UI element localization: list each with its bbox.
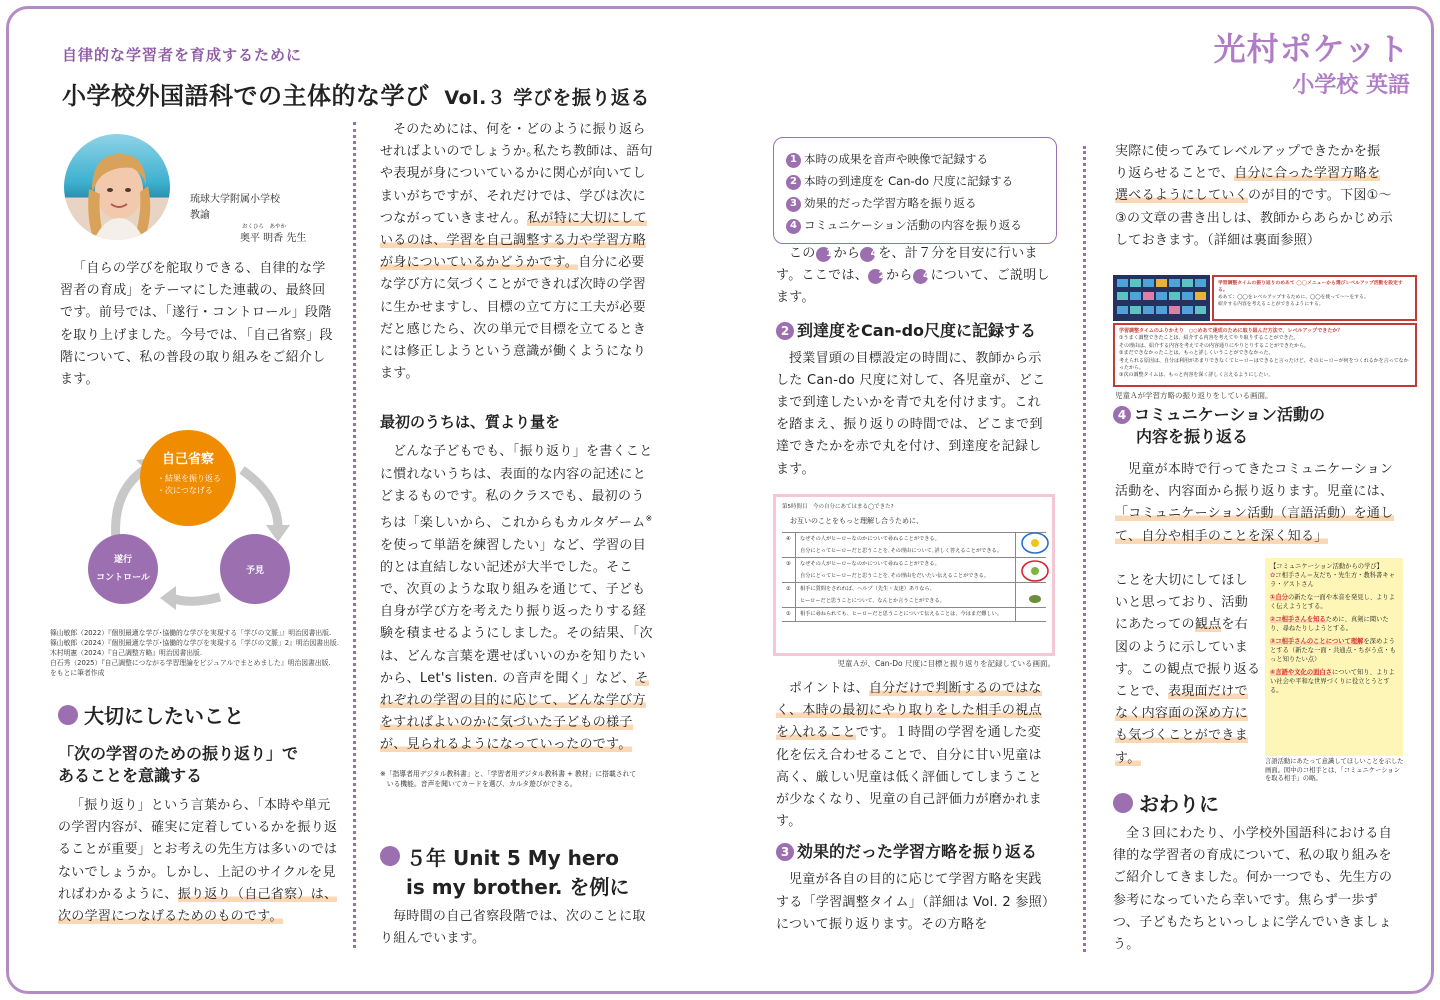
- reflection-box-lines: [1119, 335, 1411, 379]
- activity-text: コミュニケーション活動の内容を振り返る: [804, 218, 1022, 232]
- cycle-node-label: 自己省察: [161, 452, 214, 467]
- header-kicker: 自律的な学習者を育成するために: [62, 46, 303, 64]
- section-heading-unit5: [380, 842, 656, 900]
- highlighted-text: 振り返り（自己省察）は、次の学習につなげるためのものです。: [58, 886, 338, 925]
- col4-paragraph-2-top: [1115, 459, 1397, 548]
- step-2-paragraph: 授業冒頭の目標設定の時間に、教師から示した Can-do 尺度に対して、各児童が、どこまで到達したいかを青で丸を付けます。これを踏まえ、振り返りの時間では、どこまで到達できたかを赤で丸を付け、到達度を記録します。: [776, 350, 1046, 477]
- number-4-icon: 4: [913, 269, 928, 284]
- reference-item: 白石秀（2025）『自己調整につながる学習理論をビジュアルでまとめました』明治図書出版.: [50, 659, 331, 667]
- worksheet-header: 第5時間目 今の自分にあてはまる◯できた?: [782, 504, 894, 510]
- viewpoint-key: ①自分: [1270, 594, 1288, 601]
- paragraph-text: 児童が本時で行ってきたコミュニケーション活動を、内容面から振り返ります。児童には、: [1115, 462, 1394, 500]
- activity-list-item: [786, 192, 1056, 214]
- paragraph-text: ことを大切にしてほしいと思っており、活動にあたっての: [1115, 573, 1249, 633]
- number-3-icon: 3: [776, 843, 794, 861]
- column-1: [60, 130, 338, 391]
- activity-list-item: [786, 170, 1056, 192]
- worksheet-table: [782, 532, 1046, 622]
- viewpoints-title: 【コミュニケーション活動からの学び】: [1270, 563, 1383, 570]
- highlighted-text: それぞれの学習の目的に応じて、どんな学び方をすればよいのかに気づいた子どもの様子が、見られるようになっていったのです。: [380, 670, 649, 753]
- heading-text: 到達度をCan-do尺度に記録する: [797, 320, 1037, 340]
- page-title-vol: Vol.３ 学びを振り返る: [444, 87, 650, 109]
- worksheet-circle-marks: [1018, 531, 1052, 615]
- paragraph-text: を、計７分を目安に行います。ここでは、: [776, 246, 1038, 284]
- highlighted-text: 観点: [1194, 617, 1222, 633]
- highlighted-text: 「コミュニケーション活動（言語活動）を通して、自分や相手のことを深く知る」: [1115, 506, 1394, 544]
- worksheet-descriptor: [796, 608, 1016, 621]
- viewpoint-item: [1270, 637, 1398, 664]
- viewpoint-item: [1270, 593, 1398, 611]
- worksheet-text: 相手に質問をされれば、ヘルプ（先生・友達）ありなら、: [800, 586, 935, 592]
- reflection-line: 考えられる原因は、自分は利用があまりできなくてヒーローはできると言ったけど、そのヒーローが何をつくれるかを言ってなかったから。: [1119, 357, 1409, 372]
- number-1-icon: 1: [816, 247, 831, 262]
- bullet-dot-icon: [1113, 793, 1133, 813]
- paragraph-text: 実際に使ってみてレベルアップできたかを振り返らせることで、: [1115, 144, 1381, 182]
- cycle-note: ・結果を振り返る: [157, 474, 221, 483]
- conclusion-section: [1113, 788, 1395, 956]
- column-divider: [1083, 146, 1086, 952]
- col4-paragraph-2-cont: [1115, 570, 1261, 770]
- column-1-lower: [58, 700, 338, 928]
- col2-section: [380, 842, 656, 950]
- highlighted-text: 表現面だけでなく内容面の深め方にも気づくことができます。: [1115, 684, 1249, 766]
- viewpoint-key: ④言語や文化の面白さ: [1270, 669, 1333, 676]
- worksheet-text: 相手に尋ねられても、ヒーローだと思うことについて伝えることは、今はまだ難しい。: [800, 611, 1003, 617]
- cycle-node-forethought: 予見: [220, 534, 290, 604]
- heading-step-4: [1113, 404, 1403, 448]
- reflection-line: ①うまく調整できたことは、紹介する内容を考えてやり取りすることができた。: [1119, 335, 1299, 342]
- reflection-box-title: 学習調整タイムのふりかえり ○○めあて達成のために取り組んだ方法で、レベルアップできたか？: [1119, 328, 1343, 334]
- section-heading-text: [406, 842, 629, 900]
- footnote-mark: ※: [645, 514, 653, 524]
- worksheet-heading: お互いのことをもっと理解し合うために、: [790, 517, 923, 525]
- highlighted-text: 私が特に大切にしているのは、学習を自己調整する力や学習方略が身についているかどうかです。: [380, 210, 647, 271]
- bullet-dot-icon: [380, 846, 400, 866]
- activity-text: 本時の到達度を Can-do 尺度に記録する: [804, 174, 1014, 188]
- paragraph-text: ポイントは、: [789, 681, 869, 696]
- author-photo: [64, 134, 170, 240]
- strategy-screenshot-caption: 児童Ａが学習方略の振り返りをしている画面。: [1115, 391, 1273, 400]
- reference-item: 木村明憲（2024）『自己調整方略』明治図書出版.: [50, 649, 202, 657]
- worksheet-level: ①: [782, 608, 796, 621]
- number-4-icon: 4: [1113, 406, 1131, 424]
- col2-paragraph-1: [380, 119, 656, 385]
- section-heading-line: is my brother. を例に: [406, 875, 630, 899]
- cycle-node-self-reflection: [140, 430, 236, 526]
- activity-list: [786, 148, 1056, 236]
- worksheet-descriptor: [796, 558, 1016, 582]
- cycle-note: ・次につなげる: [157, 486, 213, 495]
- worksheet-descriptor: [796, 533, 1016, 557]
- subheading-line-1: 「次の学習のための振り返り」で: [58, 744, 299, 763]
- highlighted-text: 自分に合った学習方略を選べるようにしていく: [1115, 166, 1381, 204]
- reference-list: [50, 628, 350, 678]
- reference-item: をもとに筆者作成: [50, 669, 105, 677]
- worksheet-text: 自分にとってヒーローだと思うことを､その理由について､詳しく答えることができる。: [800, 548, 1002, 554]
- cando-worksheet-screenshot: [773, 494, 1055, 656]
- worksheet-level: ②: [782, 583, 796, 607]
- section-heading-important: [58, 700, 338, 729]
- viewpoint-key: ②コ相手さんを知る: [1270, 616, 1326, 623]
- viewpoint-item: [1270, 668, 1398, 695]
- goal-box: [1212, 275, 1417, 321]
- flower-icon: ✿: [1270, 572, 1276, 579]
- worksheet-caption: 児童Ａが、Can-Do 尺度に目標と振り返りを記録している画面。: [837, 659, 1055, 668]
- intro-paragraph: 「自らの学びを舵取りできる、自律的な学習者の育成」をテーマにした連載の、最終回です。前号では、「遂行・コントロール」段階を取り上げました。今号では､「自己省察」段階について、私の普段の取り組みをご紹介します。: [60, 261, 333, 388]
- worksheet-row: [782, 608, 1046, 622]
- viewpoint-text: について知り、よりよい社会や平和な世界づくりに役立とうとする。: [1270, 669, 1395, 694]
- step-3-paragraph: 児童が各自の目的に応じて学習方略を実践する「学習調整タイム」（詳細は Vol. 2 参照）について振り返ります。その方略を: [776, 872, 1049, 932]
- paragraph-text: です。１時間の学習を通した変化を伝え合わせることで、自分に甘い児童は高く、厳しい児童は低く評価してしまうことが少なくなり、児童の自己評価力が磨かれます。: [776, 725, 1043, 830]
- number-icon: 2: [786, 175, 801, 190]
- heading-text: 効果的だった学習方略を振り返る: [797, 842, 1038, 862]
- brand-subtitle: 小学校 英語: [1292, 73, 1410, 98]
- column-3-lower: [776, 678, 1052, 936]
- paragraph-text: そのためには、何を・どのように振り返らせればよいのでしょうか｡私たち教師は、語句や表現が身についているかに関心が向いてしまいがちですが、それだけでは、学びは次につながっていきません。: [380, 122, 653, 226]
- reflection-line: その理由は、紹介する内容を考えてその内容通りにやりとりすることができたから。: [1119, 342, 1310, 349]
- viewpoints-list: [1270, 593, 1398, 695]
- section-heading-conclusion: [1113, 788, 1395, 817]
- strategy-reflection-screenshot: [1113, 275, 1417, 387]
- worksheet-row: [782, 533, 1046, 558]
- reflection-line: ②まだできなかったことは、もっと詳しくいうことができなかった。: [1119, 350, 1274, 357]
- important-paragraph: [58, 795, 338, 928]
- column-4: [1115, 141, 1393, 252]
- viewpoint-text: の新たな一面や本音を発見し、よりよく伝えようとする。: [1270, 594, 1395, 610]
- cycle-node-notes: [140, 473, 236, 497]
- conclusion-paragraph: 全３回にわたり、小学校外国語科における自律的な学習者の育成について、私の取り組みをご紹介してきました。何か一つでも、先生方の参考になっていたら幸いです。焦らず一歩ずつ、子どもたちといっしょに学んでいきましょう。: [1113, 826, 1393, 953]
- activity-text: 本時の成果を音声や映像で記録する: [804, 152, 988, 166]
- paragraph-text: を右図のように示しています。この観点で振り返ることで、: [1115, 617, 1261, 700]
- cycle-node-performance: 遂行 コントロール: [88, 534, 158, 604]
- page-title: [62, 76, 650, 111]
- footnote-line: いる機能。音声を聞いてカードを選び、カルタ遊びができる。: [380, 779, 577, 788]
- paragraph-text: 「振り返り」という言葉から、「本時や単元の学習内容が、確実に定着しているかを振り返ることが重要」とお考えの先生方は多いのではないでしょうか。しかし、上記のサイクルを見ればわかるように、: [58, 798, 338, 902]
- reflection-line: ③次の調整タイムは、もっと内容を深く詳しく言えるようにしたい。: [1119, 372, 1274, 379]
- worksheet-text: ヒーローだと思うことについて、なんとか言うことができる。: [800, 598, 945, 604]
- worksheet-text: なぜその人がヒーローなのかについて尋ねることができる。: [800, 561, 940, 567]
- col4-paragraph-2-bottom: [1115, 570, 1261, 770]
- worksheet-descriptor: [796, 583, 1016, 607]
- activity-list-box: [773, 137, 1057, 244]
- section-heading-text: 大切にしたいこと: [84, 704, 244, 728]
- reflection-cycle-diagram: [60, 400, 338, 625]
- communication-viewpoints-box: [1265, 558, 1403, 756]
- subheading-line-2: あることを意識する: [58, 766, 203, 785]
- menu-thumbnail-grid: [1113, 275, 1210, 321]
- worksheet-text: なぜその人がヒーローなのかについて尋ねることができる。: [800, 536, 940, 542]
- heading-step-4-line-1: [1113, 404, 1403, 426]
- paragraph-text: について、ご説明します。: [776, 268, 1050, 306]
- heading-step-4-line-2: 内容を振り返る: [1136, 427, 1249, 446]
- column-3: [776, 243, 1052, 481]
- paragraph-text: から: [833, 246, 861, 261]
- col2-subheading: 最初のうちは、質より量を: [380, 413, 561, 432]
- viewpoint-text: を深めようとする（新たな一面・共通点・ちがう点・もっと知りたい点）: [1270, 638, 1396, 663]
- reference-item: 篠山敏郎（2024）『個別最適な学び･協働的な学びを実現する「学びの文脈」2』明治図書出版.: [50, 639, 339, 647]
- paragraph-text: 自分に必要な学び方に気づくことができれば次時の学習に生かせますし、目標の立て方に工夫が必要だと感じたら、次の単元で目標を立てるときには修正しようという意識が働くようになります。: [380, 255, 647, 382]
- col4-paragraph-1: [1115, 141, 1393, 252]
- col2-paragraph-3: 毎時間の自己省察段階では、次のことに取り組んでいます。: [380, 909, 646, 947]
- paragraph-text: を使って単語を練習したい」など、学習の目的とは直結しない記述が大半でした。そこで、次頁のような取り組みを通じて、子ども自身が学び方を考えたり振り返ったりする経験を積ませるようにしました。その結果、「次は、どんな言葉を選せばいいのかを知りたいから、Let's listen. の音声を聞く」など、: [380, 537, 653, 686]
- number-4-icon: 4: [860, 247, 875, 262]
- col3-intro: [776, 243, 1052, 310]
- viewpoints-subtitle: コ相手さん＝友だち・先生方・教科書キャラ・ゲストさん: [1270, 572, 1395, 588]
- footnote-line: ※「指導者用デジタル教科書」と、「学習者用デジタル教科書 + 教材」に搭載されて: [380, 769, 637, 778]
- worksheet-level: ③: [782, 558, 796, 582]
- footnote: [380, 769, 656, 789]
- author-photo-illustration: [64, 134, 170, 240]
- section-heading-line: ５年 Unit 5 My hero: [406, 846, 620, 870]
- viewpoint-key: ③コ相手さんのことについて理解: [1270, 638, 1364, 645]
- number-icon: 4: [786, 219, 801, 234]
- column-divider: [353, 122, 356, 948]
- paragraph-text: から: [886, 268, 913, 284]
- paragraph-text: どんな子どもでも、「振り返り」を書くことに慣れないうちは、表面的な内容の記述にとどまるものです。私のクラスでも、最初のうちは「楽しいから、これからもカルタゲーム: [380, 444, 653, 531]
- brand-logo: 光村ポケット: [1213, 30, 1410, 68]
- heading-text: コミュニケーション活動の: [1134, 405, 1326, 424]
- author-affiliation: 琉球大学附属小学校: [190, 194, 280, 205]
- author-name: 奥平 明香 先生: [240, 233, 307, 244]
- point-paragraph: [776, 678, 1052, 833]
- reflection-box: [1113, 323, 1417, 387]
- author-name-ruby: おくひら あやか: [242, 224, 287, 230]
- number-icon: 3: [786, 197, 801, 212]
- page-title-main: 小学校外国語科での主体的な学び: [62, 82, 430, 110]
- worksheet-row: [782, 558, 1046, 583]
- goal-box-line: めあて：◯◯をレベルアップするために、◯◯を使って～～をする。: [1218, 295, 1369, 300]
- viewpoint-item: [1270, 615, 1398, 633]
- reference-item: 篠山敏郎（2022）『個別最適な学び･協働的な学びを実現する「学びの文脈」』明治図書出版.: [50, 629, 332, 637]
- heading-step-3: [776, 841, 1052, 863]
- author-role: 教諭: [190, 210, 210, 221]
- number-icon: 1: [786, 153, 801, 168]
- activity-list-item: [786, 148, 1056, 170]
- heading-step-2: [776, 320, 1052, 342]
- paragraph-text: この: [789, 246, 816, 261]
- worksheet-level: ④: [782, 533, 796, 557]
- column-2: [380, 119, 656, 789]
- col2-paragraph-2: [380, 441, 656, 756]
- author-profile: [60, 130, 338, 248]
- highlighted-text: 自分だけで判断するのではなく、本時の最初にやり取りをした相手の視点を入れること: [776, 681, 1042, 741]
- number-2-icon: 2: [776, 322, 794, 340]
- goal-box-line: 学習調整タイムの振り返りのめあて ◯◯メニューから選びレベルアップ活動を設定する。: [1218, 281, 1403, 293]
- paragraph-text: のが目的です。下図①〜③の文章の書き出しは、教師からあらかじめ示しておきます。（詳細は裏面参照）: [1115, 188, 1393, 248]
- worksheet-text: 自分にとってヒーローだと思うことを､その理由をだいたい伝えることができる。: [800, 573, 990, 579]
- number-2-icon: 2: [868, 269, 883, 284]
- activity-text: 効果的だった学習方略を振り返る: [804, 196, 977, 210]
- col4-paragraph-2: [1115, 459, 1397, 548]
- viewpoints-caption: 言語活動にあたって意識してほしいことを示した画面。図中のコ相手とは、「コミュニケーションを取る相手」の略。: [1265, 758, 1404, 782]
- author-meta: [190, 192, 306, 247]
- bullet-dot-icon: [58, 705, 78, 725]
- viewpoint-text: ために、真剣に聞いたり、尋ねたりしようとする。: [1270, 616, 1389, 632]
- worksheet-row: [782, 583, 1046, 608]
- activity-list-item: [786, 214, 1056, 236]
- goal-box-line: 紹介する内容を考えることができるようにする。: [1218, 302, 1324, 307]
- section-heading-text: おわりに: [1139, 792, 1219, 816]
